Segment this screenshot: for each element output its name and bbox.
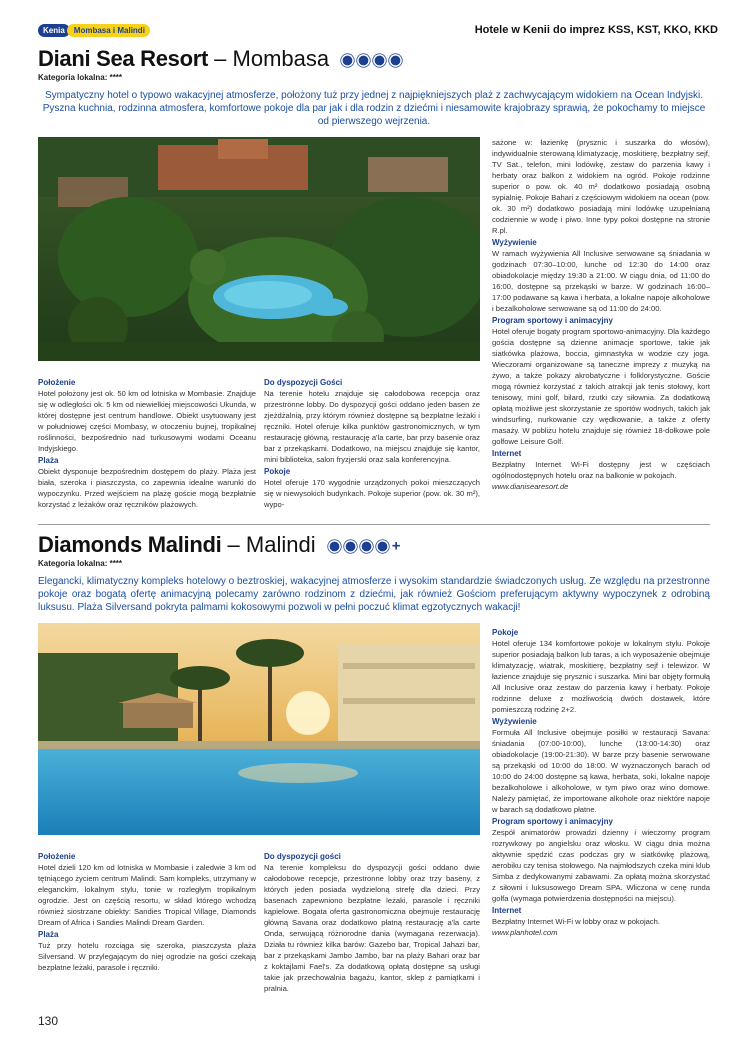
hotel1-name: Diani Sea Resort <box>38 46 209 71</box>
hotel2-facilities-text: Na terenie kompleksu do dyspozycji gości oddano dwie całodobowe recepcje, przestronne lobby oraz trzy baseny, z których jeden posiada wydzieloną strefę dla dzieci. Przy basenach zapewniono bezpłatne leżaki, parasole i ręczniki kąpielowe. Bogata oferta gastronomiczna obejmuje restaurację główną Savana oraz dodatkowo płatną restaurację a'la carte Onda, serwującą różnorodne dania (wymagana rezerwacja). Działa tu również kilka barów: Gazebo bar, Tropical Jahazi bar, bar z przekąskami Jambo Jambo, bar na plaży Bahari oraz bar z koktajlami Fael's. Za dodatkową opłatą dostępne są usługi takie jak przechowalnia bagażu, kantor, sklep z pamiątkami i pralnia. <box>264 863 480 993</box>
hotel2-internet-heading: Internet <box>492 906 522 915</box>
hotel1-dash: – <box>208 46 233 71</box>
hotel1-location-text: Hotel położony jest ok. 50 km od lotniska w Mombasie. Znajduje się w odległości ok. 5 km od niewielkiej miejscowości Ukunda, w której dostępne jest centrum handlowe. Obiekt usytuowany jest w południowej części Mombasy, w otoczeniu bujnej, tropikalnej roślinności, bezpośrednio nad turkusowymi wodami Oceanu Indyjskiego. <box>38 389 256 453</box>
hotel2-food-heading: Wyżywienie <box>492 717 537 726</box>
hotel2-dash: – <box>221 532 246 557</box>
hotel1-category: Kategoria lokalna: **** <box>38 73 123 82</box>
hotel2-facilities-heading: Do dyspozycji gości <box>264 852 341 861</box>
hotel1-rooms-continued: sażone w: łazienkę (prysznic i suszarka do włosów), indywidualnie sterowaną klimatyzację, moskitierę, bezpłatny sejf, TV Sat., telefon, mini lodówkę, zestaw do parzenia kawy i herbaty oraz balkon z widokiem na ogród. Pokoje rodzinne superior o pow. ok. 40 m² dodatkowo posiadają osobną sypialnię. Pokoje Bahari z częściowym widokiem na ocean (pow. ok. 30 m²) dodatkowo posiadają mini lodówkę uzupełnianą codziennie w wodę i piwo. Inne typy pokoi dostępne na stronie R.pl. <box>492 138 710 235</box>
hotel1-sport-heading: Program sportowy i animacyjny <box>492 316 613 325</box>
hotel2-photo <box>38 623 480 835</box>
hotel2-location-heading: Położenie <box>38 852 76 861</box>
hotel1-rating-suns-icon <box>341 47 405 73</box>
top-bar <box>38 24 718 40</box>
hotel2-rooms-heading: Pokoje <box>492 628 519 637</box>
hotel1-photo <box>38 137 480 361</box>
hotel2-col2 <box>264 850 480 994</box>
hotel1-beach-text: Obiekt dysponuje bezpośrednim dostępem do plaży. Plaża jest biała, szeroka i piaszczysta, co zapewnia idealne warunki do wypoczynku. Przed wejściem na plażę goście mogą bezpłatnie korzystać z leżaków oraz ręczników plażowych. <box>38 467 256 509</box>
hotel1-col2 <box>264 376 480 510</box>
hotel2-rooms-text: Hotel oferuje 134 komfortowe pokoje w lokalnym stylu. Pokoje superior posiadają balkon lub taras, a ich wyposażenie obejmuje klimatyzację, wiatrak, moskitierę, bezpłatny sejf i telewizor. W łazience znajduje się prysznic i suszarka. Mini bar objęty formułą All Inclusive oraz zestaw do parzenia kawy i herbaty. Pokoje rodzinne deluxe z możliwością dwóch dostawek, które pomieszczą rodzinę 2+2. <box>492 639 710 714</box>
hotel1-website-link[interactable]: www.dianisearesort.de <box>492 482 569 491</box>
hotel1-rooms-heading: Pokoje <box>264 467 291 476</box>
hotel2-category: Kategoria lokalna: **** <box>38 559 123 568</box>
hotel2-sport-heading: Program sportowy i animacyjny <box>492 817 613 826</box>
hotel1-facilities-text: Na terenie hotelu znajduje się całodobowa recepcja oraz przestronne lobby. Do dyspozycji gości oddano jeden basen ze zjeżdżalnią, przy którym również dostępne są bezpłatne leżaki i ręczniki. Hotel oferuje kilka punktów gastronomicznych, w tym restaurację główną, restaurację a'la carte, bar przy basenie oraz bar z przekąskami. Dodatkowo, na miejscu znajduje się kantor, mini biblioteka, salon fryzjerski oraz sala konferencyjna. <box>264 389 480 464</box>
hotel1-food-heading: Wyżywienie <box>492 238 537 247</box>
hotel1-food-text: W ramach wyżywienia All Inclusive serwowane są śniadania w godzinach 07:30–10:00, lunche od 12:30 do 14:00 oraz obiadokolacje między 19:30 a 21:00. W ciągu dnia, od 11:00 do 16:00, dostępne są przekąski w barze. W godzinach 16:00–17:00 podawane są kawa i herbata, a lokalne napoje alkoholowe i bezalkoholowe serwowane są od 11:00 do 24:00. <box>492 249 710 313</box>
hotel2-sport-text: Zespół animatorów prowadzi dzienny i wieczorny program rozrywkowy po angielsku oraz włosku. W ciągu dnia można aktywnie spędzić czas podczas gry w siatkówkę plażową, aerobiku czy tenisa stołowego. Na najmłodszych czeka mini klub Simba z dedykowanymi zabawami. Za opłatą można skorzystać z siłowni i luksusowego Dream SPA. Wliczona w cenę runda golfa (wymaga potwierdzenia dostępności na miejscu). <box>492 828 710 903</box>
hotel2-internet-text: Bezpłatny Internet Wi-Fi w lobby oraz w pokojach. <box>492 917 660 926</box>
hotel1-internet-text: Bezpłatny Internet Wi-Fi dostępny jest w częściach ogólnodostępnych hotelu oraz na balkonie w pokojach. <box>492 460 710 480</box>
hotel2-rating-plus: + <box>391 537 401 555</box>
hotel1-col3 <box>492 137 710 492</box>
hotel2-beach-text: Tuż przy hotelu rozciąga się szeroka, piaszczysta plaża Silversand. W przylegającym do niej ogrodzie na gości czekają bezpłatne leżaki, parasole i ręczniki. <box>38 941 256 972</box>
hotel2-name: Diamonds Malindi <box>38 532 222 557</box>
hotel1-internet-heading: Internet <box>492 449 522 458</box>
hotel2-intro: Elegancki, klimatyczny kompleks hotelowy o beztroskiej, wakacyjnej atmosferze i wysokim standardzie świadczonych usług. Ze względu na przestronne pokoje oraz bogatą ofertę animacyjną polecamy zarówno rodzinom z dziećmi, jak również Gościom preferującym aktywny wypoczynek z odrobiną luksusu. Plaża Silversand pokryta palmami kokosowymi pozwoli w pełni poczuć klimat egzotycznych wakacji! <box>38 576 710 613</box>
hotel1-col1 <box>38 376 256 510</box>
hotel1-rooms-text: Hotel oferuje 170 wygodnie urządzonych pokoi mieszczących się w niewysokich budynkach. Pokoje superior (pow. ok. 30 m²), wypo- <box>264 478 480 509</box>
page-header: Hotele w Kenii do imprez KSS, KST, KKO, KKD <box>474 24 718 36</box>
page-number: 130 <box>38 1014 59 1028</box>
hotel2-city: Malindi <box>245 532 316 557</box>
hotel2-rating-suns-icon <box>328 533 392 559</box>
hotel1-beach-heading: Plaża <box>38 456 59 465</box>
hotel1-facilities-heading: Do dyspozycji Gości <box>264 378 343 387</box>
hotel1-intro: Sympatyczny hotel o typowo wakacyjnej atmosferze, położony tuż przy jednej z najpiękniejszych plaż z zachwycającym widokiem na Ocean Indyjski. Pyszna kuchnia, rodzinna atmosfera, komfortowe pokoje dla par jak i dla rodzin z dziećmi i niesamowite krajobrazy sprawią, że pokochamy to miejsce od pierwszego wejrzenia. <box>42 90 706 127</box>
hotel2-location-text: Hotel dzieli 120 km od lotniska w Mombasie i zaledwie 3 km od tętniącego życiem centrum Malindi. Sam kompleks, utrzymany w eleganckim, lokalnym stylu, tonie w rozległym tropikalnym ogrodzie. Jest on częścią resortu, w skład którego wchodzą również siostrzane obiekty: Sandies Tropical Village, Diamonds Dream of Africa i Sandies Malindi Dream Garden. <box>38 863 256 927</box>
country-tag[interactable]: Kenia <box>38 24 70 37</box>
hotel2-food-text: Formuła All Inclusive obejmuje posiłki w restauracji Savana: śniadania (07:00-10:00), lunche (13:00-14:30) oraz obiadokolacje (19:00-21:30). W barze przy basenie serwowane są przekąski od 10:00 do 18:00. W wyznaczonych barach od 10:00 do 24:00 dostępne są kawa, herbata, soki, lokalne napoje bezalkoholowe i alkoholowe, w tym piwo oraz wino domowe. Należy pamiętać, że importowane alkohole oraz niektóre napoje w barach są dodatkowo płatne. <box>492 728 710 814</box>
hotel2-title <box>38 532 401 559</box>
hotel2-col1 <box>38 850 256 973</box>
hotel1-location-heading: Położenie <box>38 378 76 387</box>
hotel2-col3 <box>492 626 710 938</box>
hotel1-title <box>38 46 405 73</box>
hotel1-city: Mombasa <box>232 46 330 71</box>
hotel2-website-link[interactable]: www.planhotel.com <box>492 928 558 937</box>
hotel1-sport-text: Hotel oferuje bogaty program sportowo-animacyjny. Dla każdego gościa dostępne są dzienne animacje sportowe, takie jak siatkówka plażowa, boccia, gimnastyka w wodzie czy joga. Wieczorami organizowane są taneczne imprezy z muzyką na żywo, a także pokazy akrobatyczne i folklorystyczne. Goście mogą również korzystać z takich atrakcji jak tenis stołowy, kort tenisowy, mini golf, bilard, rzutki czy siłownia. Za dodatkową opłatą możliwe jest skorzystanie ze sportów wodnych, takich jak windsurfing, nurkowanie czy wędkowanie, a także z oferty masaży. W pobliżu hotelu znajduje się również 18-dołkowe pole golfowe Leisure Golf. <box>492 327 710 446</box>
section-divider <box>38 524 710 525</box>
hotel2-beach-heading: Plaża <box>38 930 59 939</box>
region-tag[interactable]: Mombasa i Malindi <box>67 24 150 37</box>
